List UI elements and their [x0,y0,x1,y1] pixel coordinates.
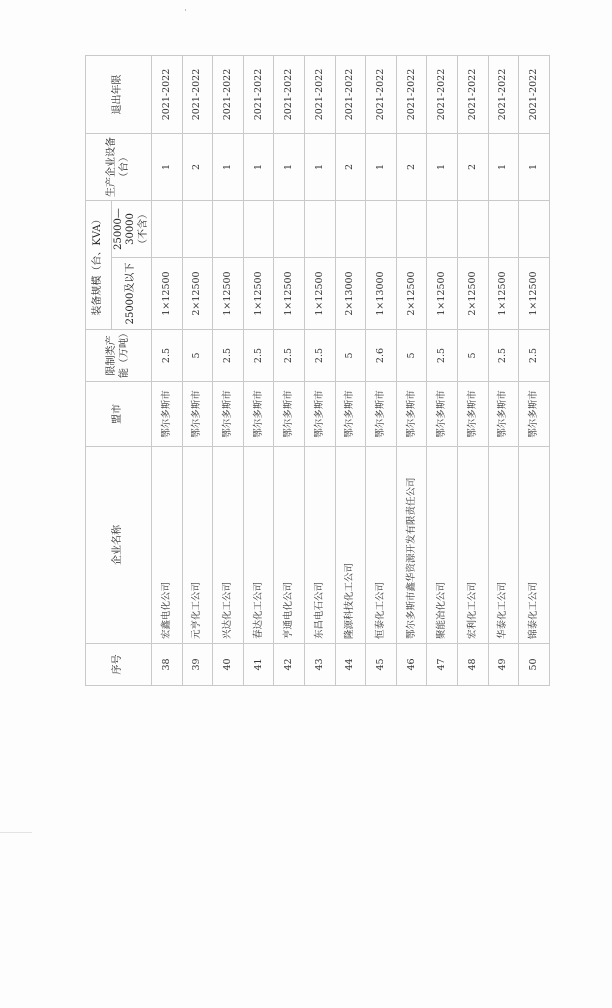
header-exit-year: 退出年限 [86,56,152,134]
cell-location: 鄂尔多斯市 [366,382,397,447]
cell-capacity: 5 [396,330,427,382]
table-row [182,56,213,686]
cell-furnace-b [243,201,274,258]
table-row [427,56,458,686]
header-furnace-group: 装备规模（台、KVA） [86,201,112,330]
cell-equipment: 1 [366,134,397,201]
cell-furnace-a: 2×12500 [182,258,213,330]
table-row [335,56,366,686]
cell-furnace-a: 1×12500 [304,258,335,330]
cell-location: 鄂尔多斯市 [488,382,519,447]
cell-no: 49 [488,644,519,686]
table-row [243,56,274,686]
cell-equipment: 2 [335,134,366,201]
scan-speck [185,9,186,11]
cell-capacity: 2.6 [366,330,397,382]
cell-furnace-b [457,201,488,258]
cell-name: 聚能冶化公司 [427,447,458,644]
cell-no: 48 [457,644,488,686]
cell-capacity: 2.5 [213,330,244,382]
cell-location: 鄂尔多斯市 [152,382,183,447]
cell-furnace-a: 1×12500 [427,258,458,330]
cell-no: 40 [213,644,244,686]
cell-exit-year: 2021-2022 [274,56,305,134]
cell-location: 鄂尔多斯市 [182,382,213,447]
cell-equipment: 1 [427,134,458,201]
cell-name: 元亨化工公司 [182,447,213,644]
cell-exit-year: 2021-2022 [366,56,397,134]
cell-location: 鄂尔多斯市 [243,382,274,447]
cell-furnace-a: 1×13000 [366,258,397,330]
cell-equipment: 1 [488,134,519,201]
cell-exit-year: 2021-2022 [335,56,366,134]
cell-no: 43 [304,644,335,686]
cell-furnace-a: 1×12500 [274,258,305,330]
cell-furnace-b [396,201,427,258]
cell-equipment: 1 [152,134,183,201]
cell-exit-year: 2021-2022 [396,56,427,134]
cell-no: 45 [366,644,397,686]
capacity-exit-table [85,55,550,686]
cell-name: 亨通电化公司 [274,447,305,644]
cell-name: 东昌电石公司 [304,447,335,644]
header-capacity: 限制类产能（万吨） [86,330,152,382]
cell-equipment: 2 [182,134,213,201]
cell-furnace-b [152,201,183,258]
table-row [213,56,244,686]
cell-name: 锦泰化工公司 [519,447,550,644]
cell-exit-year: 2021-2022 [304,56,335,134]
cell-no: 38 [152,644,183,686]
cell-capacity: 2.5 [519,330,550,382]
cell-name: 春达化工公司 [243,447,274,644]
cell-location: 鄂尔多斯市 [519,382,550,447]
cell-location: 鄂尔多斯市 [304,382,335,447]
cell-equipment: 1 [274,134,305,201]
cell-equipment: 1 [213,134,244,201]
cell-furnace-a: 1×12500 [488,258,519,330]
cell-location: 鄂尔多斯市 [457,382,488,447]
cell-furnace-b [366,201,397,258]
cell-exit-year: 2021-2022 [519,56,550,134]
cell-furnace-a: 1×12500 [213,258,244,330]
cell-name: 恒泰化工公司 [366,447,397,644]
cell-name: 华泰化工公司 [488,447,519,644]
cell-furnace-b [213,201,244,258]
header-name: 企业名称 [86,447,152,644]
cell-capacity: 2.5 [488,330,519,382]
cell-location: 鄂尔多斯市 [427,382,458,447]
cell-furnace-b [427,201,458,258]
cell-furnace-a: 2×12500 [457,258,488,330]
cell-equipment: 1 [243,134,274,201]
cell-name: 隆源科技化工公司 [335,447,366,644]
cell-exit-year: 2021-2022 [182,56,213,134]
cell-exit-year: 2021-2022 [457,56,488,134]
cell-furnace-a: 1×12500 [243,258,274,330]
header-equipment: 生产企业设备（台） [86,134,152,201]
table-row [274,56,305,686]
cell-furnace-a: 1×12500 [519,258,550,330]
cell-name: 鄂尔多斯市鑫华资源开发有限责任公司 [396,447,427,644]
cell-location: 鄂尔多斯市 [335,382,366,447]
cell-furnace-b [335,201,366,258]
cell-equipment: 2 [457,134,488,201]
table-row [304,56,335,686]
cell-furnace-b [488,201,519,258]
cell-furnace-b [304,201,335,258]
cell-capacity: 2.5 [152,330,183,382]
header-location: 盟市 [86,382,152,447]
header-furnace-b: 25000—30000（不含） [112,201,152,258]
table-row [152,56,183,686]
cell-furnace-b [182,201,213,258]
cell-no: 47 [427,644,458,686]
cell-name: 兴达化工公司 [213,447,244,644]
cell-exit-year: 2021-2022 [488,56,519,134]
table-row [488,56,519,686]
scan-edge-line [0,832,32,833]
cell-name: 宏鑫电化公司 [152,447,183,644]
cell-name: 宏利化工公司 [457,447,488,644]
cell-exit-year: 2021-2022 [152,56,183,134]
table-row [519,56,550,686]
cell-no: 46 [396,644,427,686]
table-row [366,56,397,686]
cell-location: 鄂尔多斯市 [274,382,305,447]
cell-no: 42 [274,644,305,686]
cell-furnace-a: 2×13000 [335,258,366,330]
cell-no: 39 [182,644,213,686]
cell-no: 44 [335,644,366,686]
cell-capacity: 5 [335,330,366,382]
cell-capacity: 2.5 [427,330,458,382]
cell-exit-year: 2021-2022 [213,56,244,134]
cell-furnace-a: 1×12500 [152,258,183,330]
cell-capacity: 5 [182,330,213,382]
cell-location: 鄂尔多斯市 [213,382,244,447]
header-furnace-a: 25000及以下 [112,258,152,330]
cell-no: 41 [243,644,274,686]
header-no: 序号 [86,644,152,686]
table-row [396,56,427,686]
cell-capacity: 2.5 [304,330,335,382]
cell-no: 50 [519,644,550,686]
cell-furnace-a: 2×12500 [396,258,427,330]
cell-exit-year: 2021-2022 [243,56,274,134]
cell-equipment: 2 [396,134,427,201]
cell-furnace-b [519,201,550,258]
cell-capacity: 2.5 [274,330,305,382]
cell-equipment: 1 [304,134,335,201]
cell-equipment: 1 [519,134,550,201]
rotated-table-wrapper [85,56,539,686]
cell-location: 鄂尔多斯市 [396,382,427,447]
table-row [457,56,488,686]
cell-exit-year: 2021-2022 [427,56,458,134]
cell-furnace-b [274,201,305,258]
cell-capacity: 2.5 [243,330,274,382]
cell-capacity: 5 [457,330,488,382]
